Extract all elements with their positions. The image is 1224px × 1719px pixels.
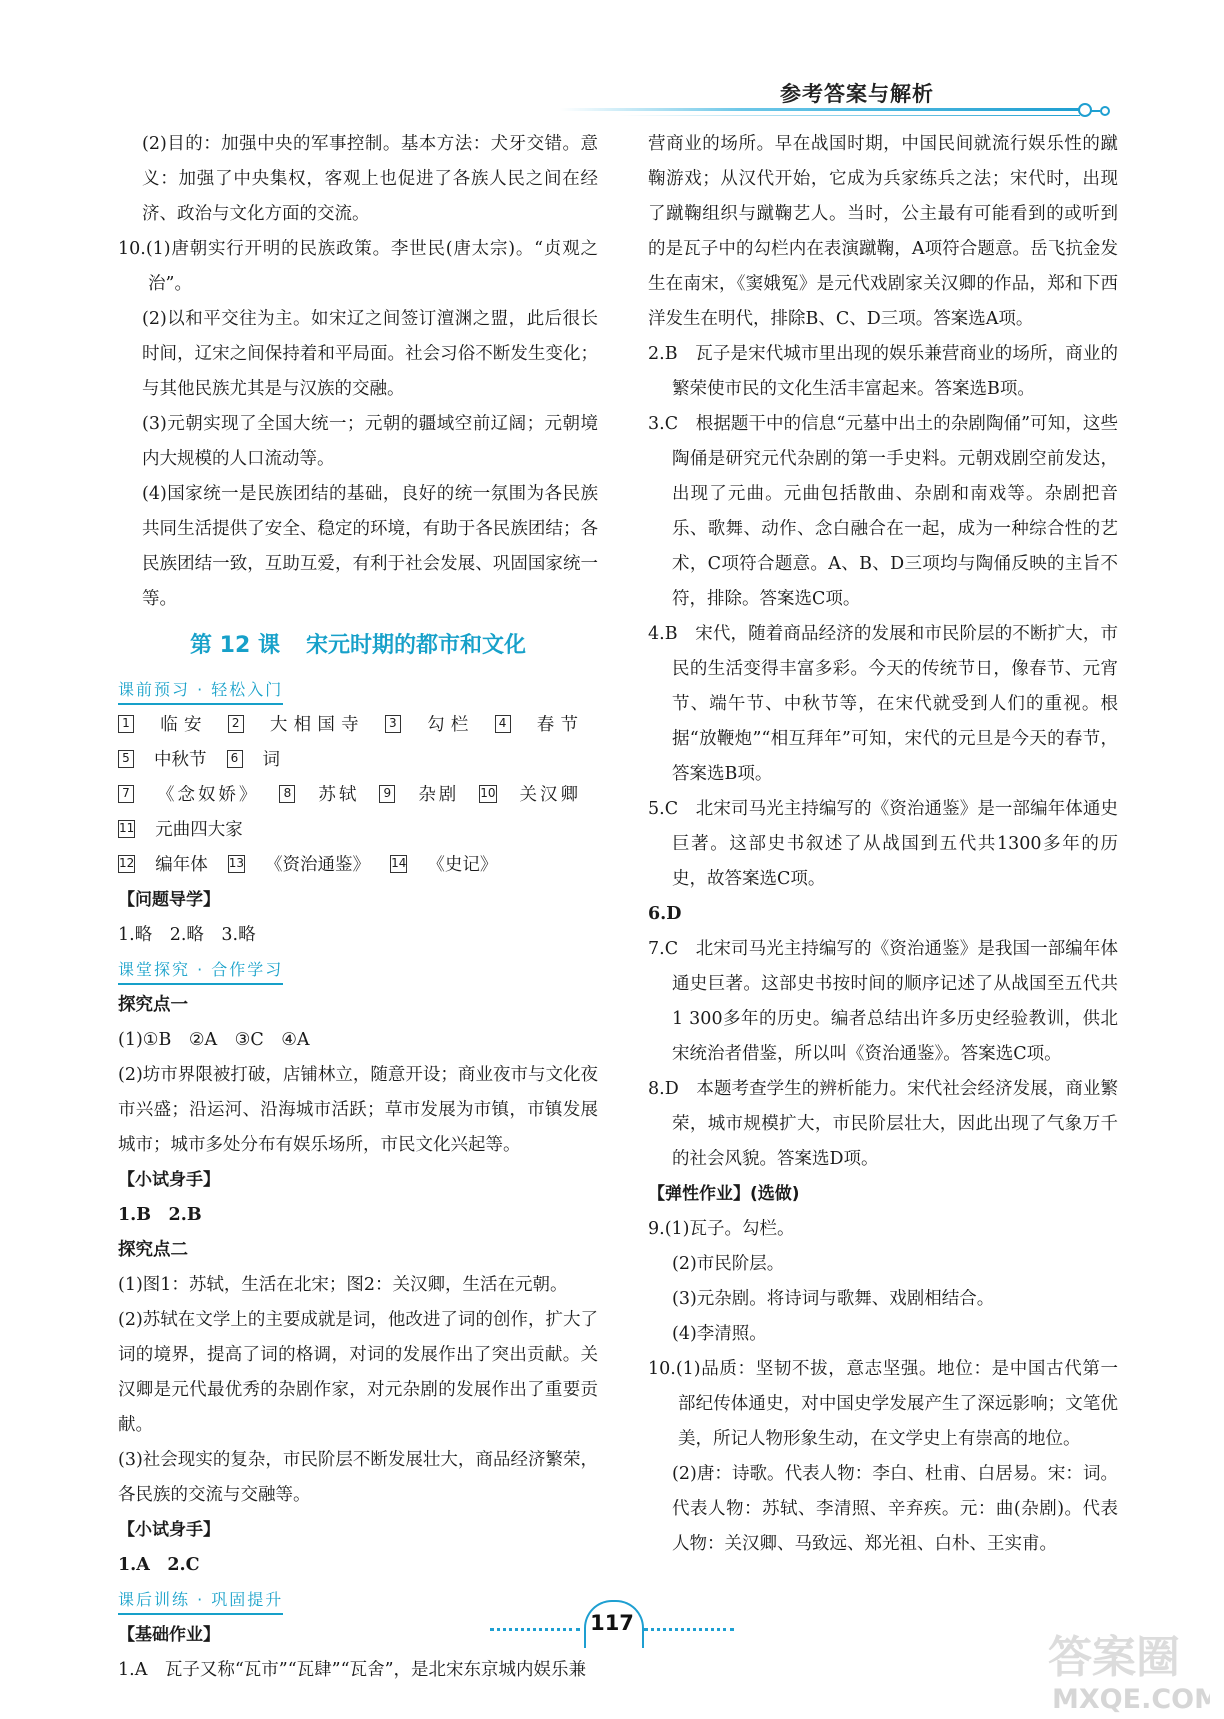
- fill-item: 12 编年体: [119, 855, 208, 875]
- answer-paragraph: 8.D 本题考查学生的辨析能力。宋代社会经济发展，商业繁荣，城市规模扩大，市民阶层壮大，因此出现了气象万千的社会风貌。答案选D项。: [648, 1079, 1118, 1169]
- fill-item: 13 《资治通鉴》: [228, 855, 371, 875]
- subsection-heading: 探究点一: [118, 995, 188, 1015]
- answer-line: (2)市民阶层。: [672, 1254, 785, 1274]
- answer-paragraph: (1)图1：苏轼，生活在北宋；图2：关汉卿，生活在元朝。: [118, 1275, 568, 1295]
- answer-paragraph: 1.A 瓦子又称“瓦市”“瓦肆”“瓦舍”，是北宋东京城内娱乐兼: [118, 1660, 587, 1680]
- subsection-heading: 【小试身手】: [118, 1520, 220, 1540]
- answer-line: 9.(1)瓦子。勾栏。: [648, 1219, 795, 1239]
- header-connector: [1090, 110, 1100, 112]
- subsection-heading: 【基础作业】: [118, 1625, 220, 1645]
- answer-paragraph: (2)目的：加强中央的军事控制。基本方法：犬牙交错。意义：加强了中央集权，客观上也促进了各族人民之间在经济、政治与文化方面的交流。: [142, 134, 598, 224]
- answer-paragraph: 10.(1)唐朝实行开明的民族政策。李世民(唐太宗)。“贞观之治”。: [118, 239, 598, 294]
- subsection-heading: 【问题导学】: [118, 890, 220, 910]
- answer-line: (4)李清照。: [672, 1324, 767, 1344]
- header-rule: [560, 108, 1080, 111]
- header-circle-icon: [1100, 106, 1110, 116]
- answer-paragraph: 7.C 北宋司马光主持编写的《资治通鉴》是我国一部编年体通史巨著。这部史书按时间的顺序记述了从战国至五代共1 300多年的历史。编者总结出许多历史经验教训，供北宋统治者借鉴，所以叫《资治通鉴》。答案选C项。: [648, 939, 1118, 1064]
- fill-item: 3 勾栏: [385, 715, 475, 735]
- lesson-title: [118, 621, 598, 671]
- answer-paragraph: (3)社会现实的复杂，市民阶层不断发展壮大，商品经济繁荣，各民族的交流与交融等。: [118, 1450, 598, 1505]
- fill-item: 14 《史记》: [391, 855, 498, 875]
- section-heading: 课后训练 · 巩固提升: [118, 1587, 283, 1615]
- answer-paragraph: (2)唐：诗歌。代表人物：李白、杜甫、白居易。宋：词。代表人物：苏轼、李清照、辛弃疾。元：曲(杂剧)。代表人物：关汉卿、马致远、郑光祖、白朴、王实甫。: [672, 1464, 1118, 1554]
- answer-paragraph: 3.C 根据题干中的信息“元墓中出土的杂剧陶俑”可知，这些陶俑是研究元代杂剧的第一手史料。元朝戏剧空前发达，出现了元曲。元曲包括散曲、杂剧和南戏等。杂剧把音乐、歌舞、动作、念白融合在一起，成为一种综合性的艺术，C项符合题意。A、B、D三项均与陶俑反映的主旨不符，排除。答案选C项。: [648, 414, 1118, 609]
- answer-paragraph: (3)元朝实现了全国大统一；元朝的疆域空前辽阔；元朝境内大规模的人口流动等。: [142, 414, 598, 469]
- fill-item: 10 关汉卿: [480, 785, 579, 805]
- fill-item: 6 词: [227, 750, 281, 770]
- fill-item: 1 临安: [118, 715, 208, 735]
- answer-paragraph: (2)苏轼在文学上的主要成就是词，他改进了词的创作，扩大了词的境界，提高了词的格调，对词的发展作出了突出贡献。关汉卿是元代最优秀的杂剧作家，对元杂剧的发展作出了重要贡献。: [118, 1310, 598, 1435]
- section-heading: 课堂探究 · 合作学习: [118, 957, 283, 985]
- lesson-number: 第 12 课: [190, 633, 280, 658]
- fill-item: 7 《念奴娇》: [118, 785, 259, 805]
- fill-item: 5 中秋节: [118, 750, 207, 770]
- answer-line: 1.A 2.C: [118, 1555, 200, 1575]
- fill-blank-row: [118, 708, 598, 778]
- answer-paragraph: 5.C 北宋司马光主持编写的《资治通鉴》是一部编年体通史巨著。这部史书叙述了从战国到五代共1300多年的历史，故答案选C项。: [648, 799, 1118, 889]
- header-title: 参考答案与解析: [780, 82, 934, 106]
- fill-item: 11 元曲四大家: [119, 820, 243, 840]
- fill-blank-row: [118, 778, 598, 848]
- fill-item: 4 春节: [495, 715, 578, 735]
- answer-line: 1.B 2.B: [118, 1205, 202, 1225]
- fill-item: 9 杂剧: [379, 785, 459, 805]
- fill-item: 2 大相国寺: [228, 715, 365, 735]
- subsection-heading: 【小试身手】: [118, 1170, 220, 1190]
- fill-blank-row: [118, 848, 598, 883]
- answer-line: (3)元杂剧。将诗词与歌舞、戏剧相结合。: [672, 1289, 995, 1309]
- header-rule-thin: [620, 115, 1080, 116]
- right-column: [648, 127, 1118, 1562]
- answer-line: 1.略 2.略 3.略: [118, 925, 256, 945]
- subsection-heading: 【弹性作业】(选做): [648, 1184, 800, 1204]
- svg-text:MXQE.COM: MXQE.COM: [1052, 1684, 1210, 1715]
- left-column: [118, 127, 598, 1688]
- answer-paragraph: 10.(1)品质：坚韧不拔，意志坚强。地位：是中国古代第一部纪传体通史，对中国史学发展产生了深远影响；文笔优美，所记人物形象生动，在文学史上有崇高的地位。: [648, 1359, 1118, 1449]
- answer-paragraph: (4)国家统一是民族团结的基础，良好的统一氛围为各民族共同生活提供了安全、稳定的环境，有助于各民族团结；各民族团结一致，互助互爱，有利于社会发展、巩固国家统一等。: [142, 484, 598, 609]
- lesson-name: 宋元时期的都市和文化: [305, 633, 526, 658]
- footer-dotted-line: [644, 1628, 734, 1631]
- watermark-logo: [1040, 1620, 1210, 1715]
- page-number: 117: [590, 1611, 634, 1635]
- answer-line: 6.D: [648, 904, 682, 924]
- answer-paragraph: 4.B 宋代，随着商品经济的发展和市民阶层的不断扩大，市民的生活变得丰富多彩。今天的传统节日，像春节、元宵节、端午节、中秋节等，在宋代就受到人们的重视。根据“放鞭炮”“相互拜年”可知，宋代的元旦是今天的春节，答案选B项。: [648, 624, 1118, 784]
- svg-text:答案圈: 答案圈: [1048, 1632, 1180, 1683]
- answer-paragraph: (2)以和平交往为主。如宋辽之间签订澶渊之盟，此后很长时间，辽宋之间保持着和平局面。社会习俗不断发生变化；与其他民族尤其是与汉族的交融。: [142, 309, 598, 399]
- footer-dotted-line: [490, 1628, 580, 1631]
- subsection-heading: 探究点二: [118, 1240, 188, 1260]
- answer-line: (1)①B ②A ③C ④A: [118, 1030, 310, 1050]
- fill-item: 8 苏轼: [279, 785, 359, 805]
- answer-paragraph: 营商业的场所。早在战国时期，中国民间就流行娱乐性的蹴鞠游戏；从汉代开始，它成为兵家练兵之法；宋代时，出现了蹴鞠组织与蹴鞠艺人。当时，公主最有可能看到的或听到的是瓦子中的勾栏内在表演蹴鞠，A项符合题意。岳飞抗金发生在南宋，《窦娥冤》是元代戏剧家关汉卿的作品，郑和下西洋发生在明代，排除B、C、D三项。答案选A项。: [648, 134, 1118, 329]
- answer-paragraph: 2.B 瓦子是宋代城市里出现的娱乐兼营商业的场所，商业的繁荣使市民的文化生活丰富起来。答案选B项。: [648, 344, 1118, 399]
- section-heading: 课前预习 · 轻松入门: [118, 677, 283, 705]
- answer-paragraph: (2)坊市界限被打破，店铺林立，随意开设；商业夜市与文化夜市兴盛；沿运河、沿海城市活跃；草市发展为市镇，市镇发展城市；城市多处分布有娱乐场所，市民文化兴起等。: [118, 1065, 598, 1155]
